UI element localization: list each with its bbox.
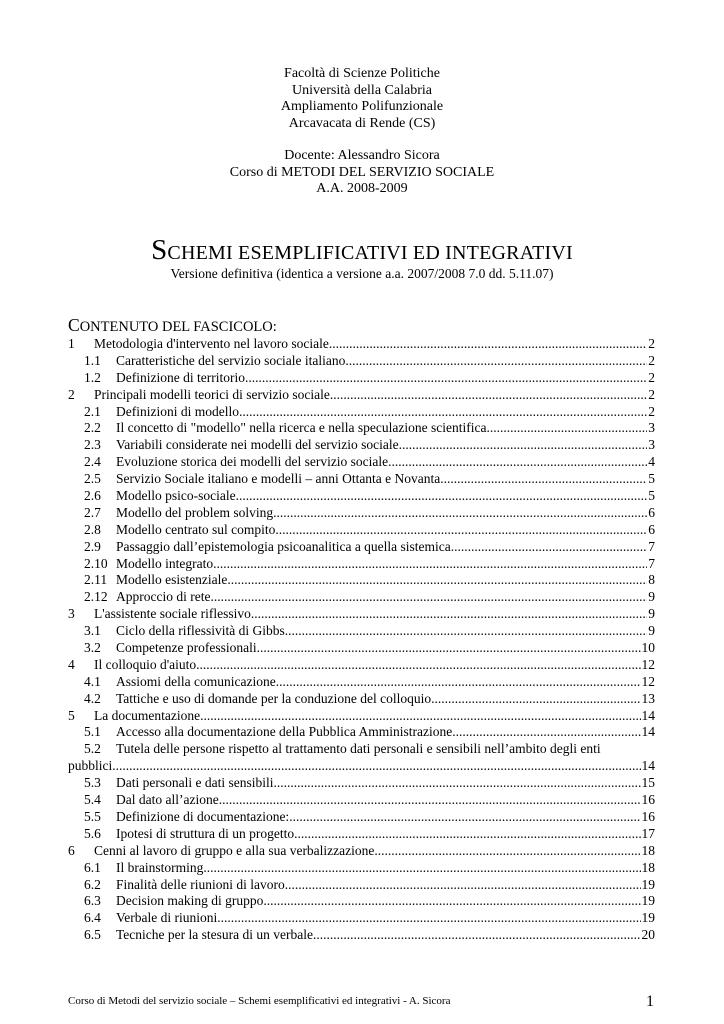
toc-leader-dots (236, 488, 648, 505)
toc-entry-title: Servizio Sociale italiano e modelli – anni Ottanta e Novanta (116, 471, 441, 487)
toc-entry-number: 2.8 (84, 521, 101, 537)
toc-entry-page: 16 (641, 808, 655, 824)
toc-entry-page: 10 (641, 640, 655, 656)
toc-entry[interactable] (68, 927, 655, 944)
toc-leader-dots (289, 809, 640, 826)
toc-entry[interactable] (68, 657, 655, 674)
toc-entry[interactable] (68, 606, 655, 623)
toc-entry-page: 6 (648, 521, 655, 537)
toc-entry-title: Approccio di rete (116, 589, 211, 605)
toc-entry-title: Dati personali e dati sensibili (116, 775, 274, 791)
toc-entry-title: Modello del problem solving (116, 504, 274, 520)
toc-entry-number: 5.4 (84, 792, 101, 808)
toc-entry-number: 5.1 (84, 724, 101, 740)
toc-entry-number: 2.11 (84, 572, 108, 588)
toc-entry-number: 4 (68, 656, 75, 672)
toc-entry-page: 3 (648, 437, 655, 453)
toc-entry-page: 19 (641, 876, 655, 892)
toc-entry[interactable] (68, 556, 655, 573)
title-initial: S (151, 234, 168, 266)
toc-entry-page: 9 (648, 606, 655, 622)
toc-entry-title: Finalità delle riunioni di lavoro (116, 876, 285, 892)
toc-entry-number: 2.9 (84, 538, 101, 554)
toc-entry-number: 6 (68, 842, 75, 858)
toc-entry[interactable] (68, 877, 655, 894)
toc-entry-number: 4.2 (84, 690, 101, 706)
page-number: 1 (646, 993, 654, 1010)
toc-entry[interactable] (68, 488, 655, 505)
toc-leader-dots (245, 370, 647, 387)
toc-entry-title: Definizione di documentazione: (116, 808, 290, 824)
toc-entry-title: Assiomi della comunicazione (116, 673, 276, 689)
toc-entry[interactable] (68, 741, 655, 758)
toc-entry[interactable] (68, 589, 655, 606)
toc-entry-page: 19 (641, 893, 655, 909)
toc-entry-title: Caratteristiche del servizio sociale italiano (116, 352, 346, 368)
toc-leader-dots (112, 758, 640, 775)
toc-leader-dots (440, 471, 647, 488)
toc-leader-dots (200, 708, 640, 725)
toc-entry-title: Principali modelli teorici di servizio sociale (94, 386, 330, 402)
toc-entry-title: Metodologia d'intervento nel lavoro sociale (94, 336, 329, 351)
toc-entry-number: 1 (68, 336, 75, 351)
toc-entry-number: 1.2 (84, 369, 101, 385)
toc-entry-page: 5 (648, 471, 655, 487)
toc-entry[interactable] (68, 860, 655, 877)
toc-entry[interactable] (68, 792, 655, 809)
page-footer: Corso di Metodi del servizio sociale – Schemi esemplificativi ed integrativi - A. Sicora (68, 995, 451, 1007)
toc-entry[interactable] (68, 437, 655, 454)
header-line: A.A. 2008-2009 (316, 181, 408, 196)
toc-entry-number: 5 (68, 707, 75, 723)
toc-entry-title: Definizione di territorio (116, 369, 245, 385)
document-subtitle: Versione definitiva (identica a versione a.a. 2007/2008 7.0 dd. 5.11.07) (170, 266, 554, 281)
toc-leader-dots (251, 606, 647, 623)
toc-entry[interactable] (68, 910, 655, 927)
toc-leader-dots (275, 522, 647, 539)
toc-entry-title: Variabili considerate nei modelli del servizio sociale (116, 437, 399, 453)
toc-entry-number: 2.4 (84, 454, 101, 470)
toc-entry-number: 5.5 (84, 808, 101, 824)
header-line: Docente: Alessandro Sicora (284, 148, 440, 163)
toc-heading-rest: ONTENUTO DEL FASCICOLO: (79, 319, 277, 335)
toc-entry-page: 12 (641, 673, 655, 689)
toc-entry-title: Competenze professionali (116, 640, 257, 656)
toc-entry-page: 9 (648, 589, 655, 605)
toc-entry-title: Ciclo della riflessività di Gibbs (116, 623, 285, 639)
toc-entry-page: 15 (641, 775, 655, 791)
toc-entry-page: 6 (648, 504, 655, 520)
toc-leader-dots (329, 336, 647, 353)
toc-leader-dots (294, 826, 640, 843)
header-line: Facoltà di Scienze Politiche (284, 66, 440, 81)
toc-entry[interactable] (68, 336, 655, 353)
toc-entry-page: 2 (648, 352, 655, 368)
toc-entry-title: Ipotesi di struttura di un progetto (116, 825, 295, 841)
toc-entry-page: 2 (648, 386, 655, 402)
toc-leader-dots (227, 572, 647, 589)
toc-entry[interactable] (68, 572, 655, 589)
toc-entry-title: Accesso alla documentazione della Pubblica Amministrazione (116, 724, 453, 740)
toc-leader-dots (273, 505, 647, 522)
toc-entry[interactable] (68, 522, 655, 539)
title-rest: CHEMI ESEMPLIFICATIVI ED INTEGRATIVI (167, 242, 573, 264)
toc-entry-page: 4 (648, 454, 655, 470)
toc-entry-page: 5 (648, 488, 655, 504)
toc-leader-dots (374, 843, 640, 860)
toc-entry-number: 2.1 (84, 403, 101, 419)
toc-leader-dots (196, 657, 640, 674)
document-header (0, 66, 724, 198)
toc-entry-title: Modello psico-sociale (116, 488, 236, 504)
toc-entry-title: Tattiche e uso di domande per la conduzione del colloquio (116, 690, 432, 706)
toc-entry[interactable] (68, 370, 655, 387)
toc-entry[interactable] (68, 893, 655, 910)
toc-entry-number: 2.7 (84, 504, 101, 520)
toc-entry-number: 3 (68, 606, 75, 622)
toc-entry-title: Il colloquio d'aiuto (94, 656, 197, 672)
toc-leader-dots (213, 556, 647, 573)
toc-entry-title: Cenni al lavoro di gruppo e alla sua verbalizzazione (94, 842, 375, 858)
toc-entry-number: 3.2 (84, 640, 101, 656)
toc-entry-number: 3.1 (84, 623, 101, 639)
toc-leader-dots (452, 724, 640, 741)
toc-entry-title: Evoluzione storica dei modelli del servizio sociale (116, 454, 389, 470)
toc-entry-number: 2.6 (84, 488, 101, 504)
toc-entry-number: 2 (68, 386, 75, 402)
toc-entry-number: 1.1 (84, 352, 101, 368)
toc-entry-page: 14 (641, 724, 655, 740)
toc-leader-dots (451, 539, 647, 556)
toc-leader-dots (486, 420, 647, 437)
toc-entry-number: 6.2 (84, 876, 101, 892)
header-line: Arcavacata di Rende (CS) (288, 115, 436, 131)
document-title (0, 234, 724, 267)
toc-entry-title-continued: pubblici (68, 758, 113, 774)
toc-entry-title: Definizioni di modello (116, 403, 239, 419)
header-line: Ampliamento Polifunzionale (280, 99, 444, 114)
toc-entry-title: Tecniche per la stesura di un verbale (116, 927, 313, 943)
toc-entry[interactable] (68, 775, 655, 792)
toc-entry-page: 8 (648, 572, 655, 588)
toc-entry-number: 2.10 (84, 555, 108, 571)
toc-entry[interactable] (68, 724, 655, 741)
toc-entry-title: Modello esistenziale (116, 572, 228, 588)
toc-entry[interactable] (68, 387, 655, 404)
toc-entry-number: 6.4 (84, 910, 101, 926)
toc-entry[interactable] (68, 454, 655, 471)
toc-leader-dots (399, 437, 648, 454)
toc-entry-title: Passaggio dall’epistemologia psicoanalitica a quella sistemica (116, 538, 451, 554)
toc-leader-dots (330, 387, 647, 404)
toc-entry[interactable] (68, 809, 655, 826)
toc-heading (68, 315, 277, 336)
toc-entry-page: 7 (648, 555, 655, 571)
table-of-contents (68, 336, 655, 944)
toc-leader-dots (257, 640, 641, 657)
toc-entry-continuation[interactable] (68, 758, 655, 775)
toc-leader-dots (313, 927, 641, 944)
toc-entry-number: 6.3 (84, 893, 101, 909)
toc-leader-dots (263, 893, 640, 910)
toc-entry-number: 2.12 (84, 589, 108, 605)
toc-leader-dots (219, 792, 641, 809)
toc-entry[interactable] (68, 708, 655, 725)
toc-leader-dots (285, 623, 648, 640)
toc-entry-page: 2 (648, 403, 655, 419)
toc-entry-number: 2.5 (84, 471, 101, 487)
toc-entry-number: 2.2 (84, 420, 101, 436)
toc-leader-dots (276, 674, 641, 691)
toc-entry-title: Modello centrato sul compito (116, 521, 276, 537)
toc-entry[interactable] (68, 623, 655, 640)
toc-entry-title: Verbale di riunioni (116, 910, 218, 926)
toc-entry[interactable] (68, 353, 655, 370)
toc-entry-page: 19 (641, 910, 655, 926)
toc-entry-number: 5.6 (84, 825, 101, 841)
toc-entry[interactable] (68, 843, 655, 860)
toc-entry-page: 9 (648, 623, 655, 639)
toc-leader-dots (345, 353, 647, 370)
toc-entry[interactable] (68, 640, 655, 657)
toc-leader-dots (217, 910, 640, 927)
toc-entry[interactable] (68, 539, 655, 556)
toc-leader-dots (285, 877, 641, 894)
toc-entry[interactable] (68, 471, 655, 488)
toc-entry-page: 14 (641, 707, 655, 723)
toc-entry-page: 20 (641, 927, 655, 943)
toc-heading-initial: C (68, 315, 80, 335)
toc-entry-title: Il concetto di "modello" nella ricerca e nella speculazione scientifica (116, 420, 487, 436)
toc-entry-page: 18 (641, 842, 655, 858)
toc-entry[interactable] (68, 691, 655, 708)
toc-leader-dots (203, 860, 640, 877)
toc-entry[interactable] (68, 674, 655, 691)
toc-entry-number: 6.1 (84, 859, 101, 875)
header-line: Corso di METODI DEL SERVIZIO SOCIALE (229, 164, 495, 180)
toc-entry-number: 6.5 (84, 927, 101, 943)
toc-entry-title: L'assistente sociale riflessivo (94, 606, 251, 622)
toc-entry[interactable] (68, 826, 655, 843)
toc-entry-number: 5.2 (84, 741, 101, 757)
toc-leader-dots (388, 454, 647, 471)
toc-entry-page: 2 (648, 369, 655, 385)
toc-entry-page: 7 (648, 538, 655, 554)
toc-entry-page: 14 (641, 758, 655, 774)
toc-entry-page: 16 (641, 792, 655, 808)
toc-entry-title: Modello integrato (116, 555, 214, 571)
toc-leader-dots (210, 589, 647, 606)
toc-entry-title: La documentazione (94, 707, 201, 723)
toc-entry[interactable] (68, 420, 655, 437)
toc-entry-number: 5.3 (84, 775, 101, 791)
toc-entry-number: 4.1 (84, 673, 101, 689)
toc-entry-title: Tutela delle persone rispetto al trattamento dati personali e sensibili nell’ambito degli enti (116, 741, 601, 757)
toc-entry-page: 2 (648, 336, 655, 351)
toc-entry[interactable] (68, 404, 655, 421)
toc-leader-dots (431, 691, 640, 708)
toc-entry-title: Il brainstorming (116, 859, 204, 875)
toc-leader-dots (239, 404, 647, 421)
toc-entry-page: 18 (641, 859, 655, 875)
toc-entry-page: 17 (641, 825, 655, 841)
toc-entry-page: 3 (648, 420, 655, 436)
toc-leader-dots (273, 775, 640, 792)
header-line: Università della Calabria (292, 82, 432, 98)
toc-entry-page: 13 (641, 690, 655, 706)
toc-entry-number: 2.3 (84, 437, 101, 453)
toc-entry-title: Decision making di gruppo (116, 893, 264, 909)
toc-entry-title: Dal dato all’azione (116, 792, 219, 808)
toc-entry[interactable] (68, 505, 655, 522)
toc-entry-page: 12 (641, 656, 655, 672)
